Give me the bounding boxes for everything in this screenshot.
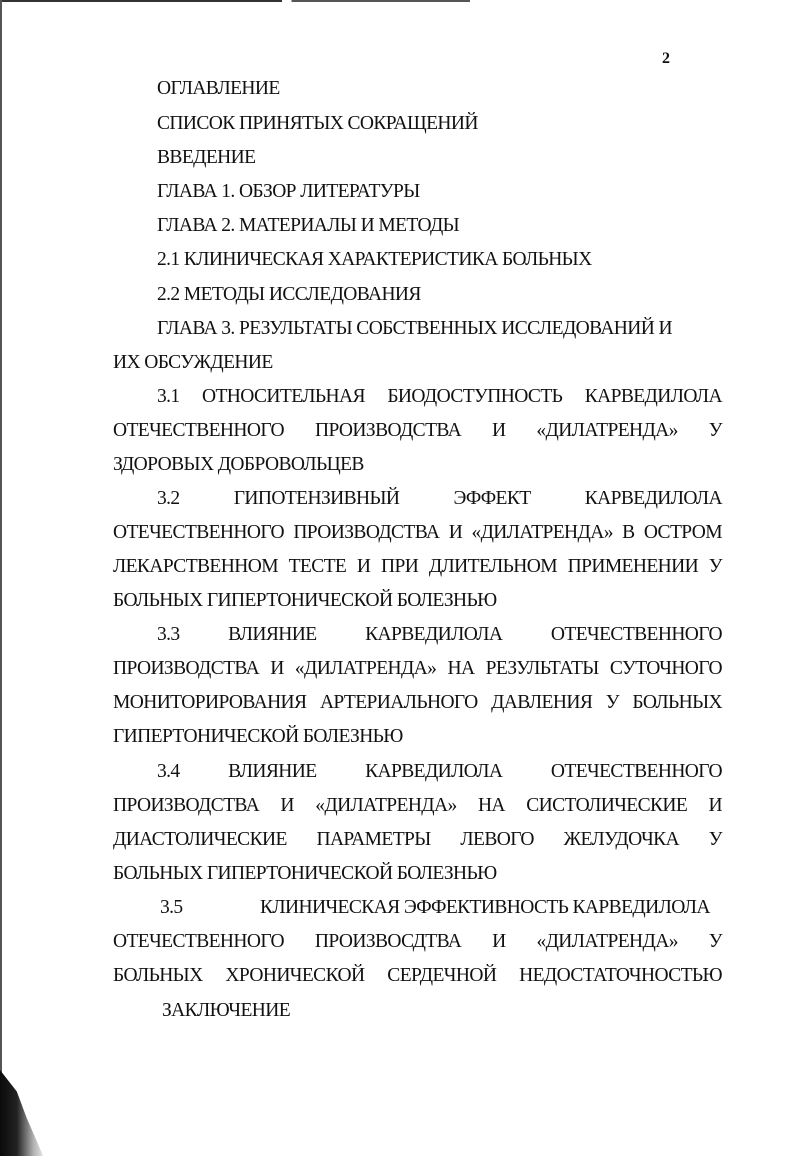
toc-section-3-1-line-1: 3.1 ОТНОСИТЕЛЬНАЯ БИОДОСТУПНОСТЬ КАРВЕДИЛОЛА	[157, 386, 722, 407]
toc-chapter-3-line-2: ИХ ОБСУЖДЕНИЕ	[113, 352, 273, 373]
toc-section-3-3-line-1: 3.3 ВЛИЯНИЕ КАРВЕДИЛОЛА ОТЕЧЕСТВЕННОГО	[157, 624, 722, 645]
scan-edge-top	[0, 0, 470, 2]
toc-section-3-5-line-2: ОТЕЧЕСТВЕННОГО ПРОИЗВОСДТВА И «ДИЛАТРЕНДА» У	[113, 931, 722, 952]
page-number: 2	[662, 50, 670, 67]
toc-abbreviations: СПИСОК ПРИНЯТЫХ СОКРАЩЕНИЙ	[157, 113, 478, 134]
toc-section-3-1-line-2: ОТЕЧЕСТВЕННОГО ПРОИЗВОДСТВА И «ДИЛАТРЕНДА» У	[113, 420, 722, 441]
toc-section-3-2-line-3: ЛЕКАРСТВЕННОМ ТЕСТЕ И ПРИ ДЛИТЕЛЬНОМ ПРИМЕНЕНИИ У	[113, 556, 722, 577]
scan-shadow-corner	[0, 1070, 48, 1156]
toc-section-3-3-line-2: ПРОИЗВОДСТВА И «ДИЛАТРЕНДА» НА РЕЗУЛЬТАТЫ СУТОЧНОГО	[113, 658, 722, 679]
toc-chapter-2: ГЛАВА 2. МАТЕРИАЛЫ И МЕТОДЫ	[157, 215, 460, 236]
toc-section-3-2-line-2: ОТЕЧЕСТВЕННОГО ПРОИЗВОДСТВА И «ДИЛАТРЕНДА» В ОСТРОМ	[113, 522, 722, 543]
toc-section-3-3-line-4: ГИПЕРТОНИЧЕСКОЙ БОЛЕЗНЬЮ	[113, 726, 403, 747]
toc-conclusion: ЗАКЛЮЧЕНИЕ	[162, 1000, 291, 1021]
toc-contents-heading: ОГЛАВЛЕНИЕ	[157, 78, 280, 99]
toc-chapter-3-line-1: ГЛАВА 3. РЕЗУЛЬТАТЫ СОБСТВЕННЫХ ИССЛЕДОВАНИЙ И	[157, 318, 673, 339]
toc-section-3-5-number: 3.5	[160, 897, 183, 918]
toc-section-3-4-line-4: БОЛЬНЫХ ГИПЕРТОНИЧЕСКОЙ БОЛЕЗНЬЮ	[113, 863, 497, 884]
toc-section-2-2: 2.2 МЕТОДЫ ИССЛЕДОВАНИЯ	[157, 284, 421, 305]
scan-edge-left	[0, 0, 2, 1156]
toc-introduction: ВВЕДЕНИЕ	[157, 147, 256, 168]
toc-section-3-4-line-2: ПРОИЗВОДСТВА И «ДИЛАТРЕНДА» НА СИСТОЛИЧЕСКИЕ И	[113, 795, 722, 816]
toc-section-3-1-line-3: ЗДОРОВЫХ ДОБРОВОЛЬЦЕВ	[113, 454, 364, 475]
toc-section-3-5-line-1: КЛИНИЧЕСКАЯ ЭФФЕКТИВНОСТЬ КАРВЕДИЛОЛА	[260, 897, 710, 918]
toc-section-3-5-line-3: БОЛЬНЫХ ХРОНИЧЕСКОЙ СЕРДЕЧНОЙ НЕДОСТАТОЧНОСТЬЮ	[113, 965, 722, 986]
toc-section-3-3-line-3: МОНИТОРИРОВАНИЯ АРТЕРИАЛЬНОГО ДАВЛЕНИЯ У БОЛЬНЫХ	[113, 692, 722, 713]
toc-section-3-2-line-1: 3.2 ГИПОТЕНЗИВНЫЙ ЭФФЕКТ КАРВЕДИЛОЛА	[157, 488, 722, 509]
toc-section-2-1: 2.1 КЛИНИЧЕСКАЯ ХАРАКТЕРИСТИКА БОЛЬНЫХ	[157, 249, 592, 270]
toc-chapter-1: ГЛАВА 1. ОБЗОР ЛИТЕРАТУРЫ	[157, 181, 420, 202]
toc-section-3-4-line-1: 3.4 ВЛИЯНИЕ КАРВЕДИЛОЛА ОТЕЧЕСТВЕННОГО	[157, 761, 722, 782]
toc-section-3-4-line-3: ДИАСТОЛИЧЕСКИЕ ПАРАМЕТРЫ ЛЕВОГО ЖЕЛУДОЧКА У	[113, 829, 722, 850]
toc-section-3-2-line-4: БОЛЬНЫХ ГИПЕРТОНИЧЕСКОЙ БОЛЕЗНЬЮ	[113, 590, 497, 611]
